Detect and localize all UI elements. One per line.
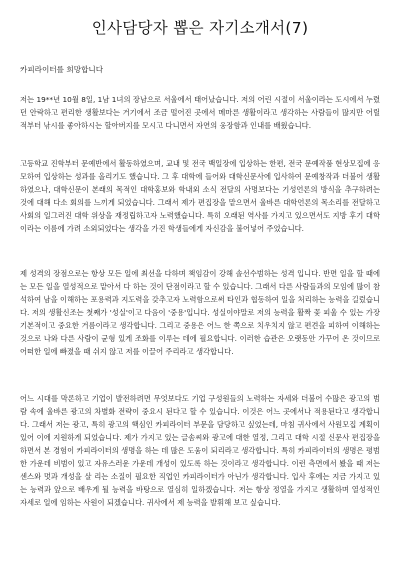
paragraph-background: 저는 19**년 10월 8일, 1남 1녀의 장남으로 서울에서 태어났습니다. 저의 어린 시절이 서울이라는 도시에서 누렸던 안락하고 편리한 생활보다는 거기에서 조금 떨어진 곳에서 메마른 생활이라고 생각하는 사람들이 많지만 어릴 적부터 낚시를 좋아하시는 할아버지를 모시고 다니면서 자연의 웅장함과 인내를 배웠습니다. — [20, 95, 380, 130]
paragraph-personality: 제 성격의 장점으로는 항상 모든 일에 최선을 다하며 책임감이 강해 솔선수범하는 성격 입니다. 반면 일을 할 때에는 모든 일을 열성적으로 맡아서 다 하는 것이 단점이라고 할 수 있습니다. 그래서 다른 사람들과의 모임에 많이 참석하여 남을 이해하는 포용력과 지도력을 갖추고자 노력함으로써 타인과 협동하여 일을 처리하는 능력을 길렀습니다. 저의 생활신조는 첫째가 '성실'이고 다음이 '중용'입니다. 성실이야말로 저의 능력을 활짝 꽃 피울 수 있는 가장 기본적이고 중요한 거름이라고 생각합니다. 그리고 중용은 어느 한 쪽으로 치우치지 않고 편견을 피하여 이해하는 것으로 나와 다른 사람이 균형 있게 조화를 이루는 데에 필요합니다. 이러한 습관은 오랫동안 가꾸어 온 것이므로 어떠한 일에 빠졌을 때 쉬지 않고 저를 이끌어 주리라고 생각합니다. — [20, 269, 380, 356]
position-heading: 카피라이터를 희망합니다 — [20, 65, 104, 74]
paragraph-motivation: 어느 시대를 막론하고 기업이 발전하려면 무엇보다도 기업 구성원들의 노력하는 자세와 더불어 수많은 광고의 범람 속에 울바른 광고의 차별화 전략이 중요시 된다고 할 수 있습니다. 이것은 어느 곳에서나 적용된다고 생각합니다. 그래서 저는 광고, 특히 광고의 핵심인 카피라이터 부문을 담당하고 싶었는데, 마침 귀사에서 사원모집 계획이 있어 이에 지원하게 되었습니다. 제가 가지고 있는 글솜씨와 광고에 대한 열정, 그리고 대학 시절 신문사 편집장을 하면서 본 경험이 카피라이터의 생명을 하는 데 많은 도움이 되리라고 생각합니다. 특히 카피라이터의 생명은 평범한 가운데 비범이 있고 자유스러운 가운데 개성이 있도록 하는 것이라고 생각합니다. 이런 측면에서 봤을 때 저는 센스와 멋과 개성을 살 리는 소질이 필요한 직업인 카피라이터가 아닌가 생각합니다. 입사 후에는 지금 가지고 있는 능력과 앞으로 배우게 될 능력을 바탕으로 열심히 일하겠습니다. 저는 항상 정열을 가지고 생활하며 열성적인 자세로 일에 임하는 사원이 되겠습니다. 귀사에서 제 능력을 발휘해 보고 싶습니다. — [20, 394, 380, 507]
document-title: 인사담당자 뽑은 자기소개서(7) — [91, 19, 309, 37]
paragraph-education: 고등학교 진학부터 문예반에서 활동하였으며, 교내 및 전국 백일장에 입상하는 한편, 전국 문예작품 현상모집에 응모하여 입상하는 성과를 올리기도 했습니다. 그 후 대학에 들어와 대학신문사에 입사하여 문예창작과 더불어 생활하였으나, 대학신문이 본래의 목적인 대학홍보와 학내외 소식 전달의 사명보다는 기성언론의 방식을 추구하려는 것에 대해 다소 회의를 느끼게 되었습니다. 그래서 제가 편집장을 맡으면서 울바른 대학언론의 목소리를 전달하고 사회의 일그러진 대학 위상을 재정립하고자 노력했습니다. 특히 오래된 역사를 가지고 있으면서도 지방 후기 대학이라는 이름에 가려 소외되었다는 생각을 가진 학생들에게 자신감을 불어넣어 주었습니다. — [20, 159, 380, 233]
